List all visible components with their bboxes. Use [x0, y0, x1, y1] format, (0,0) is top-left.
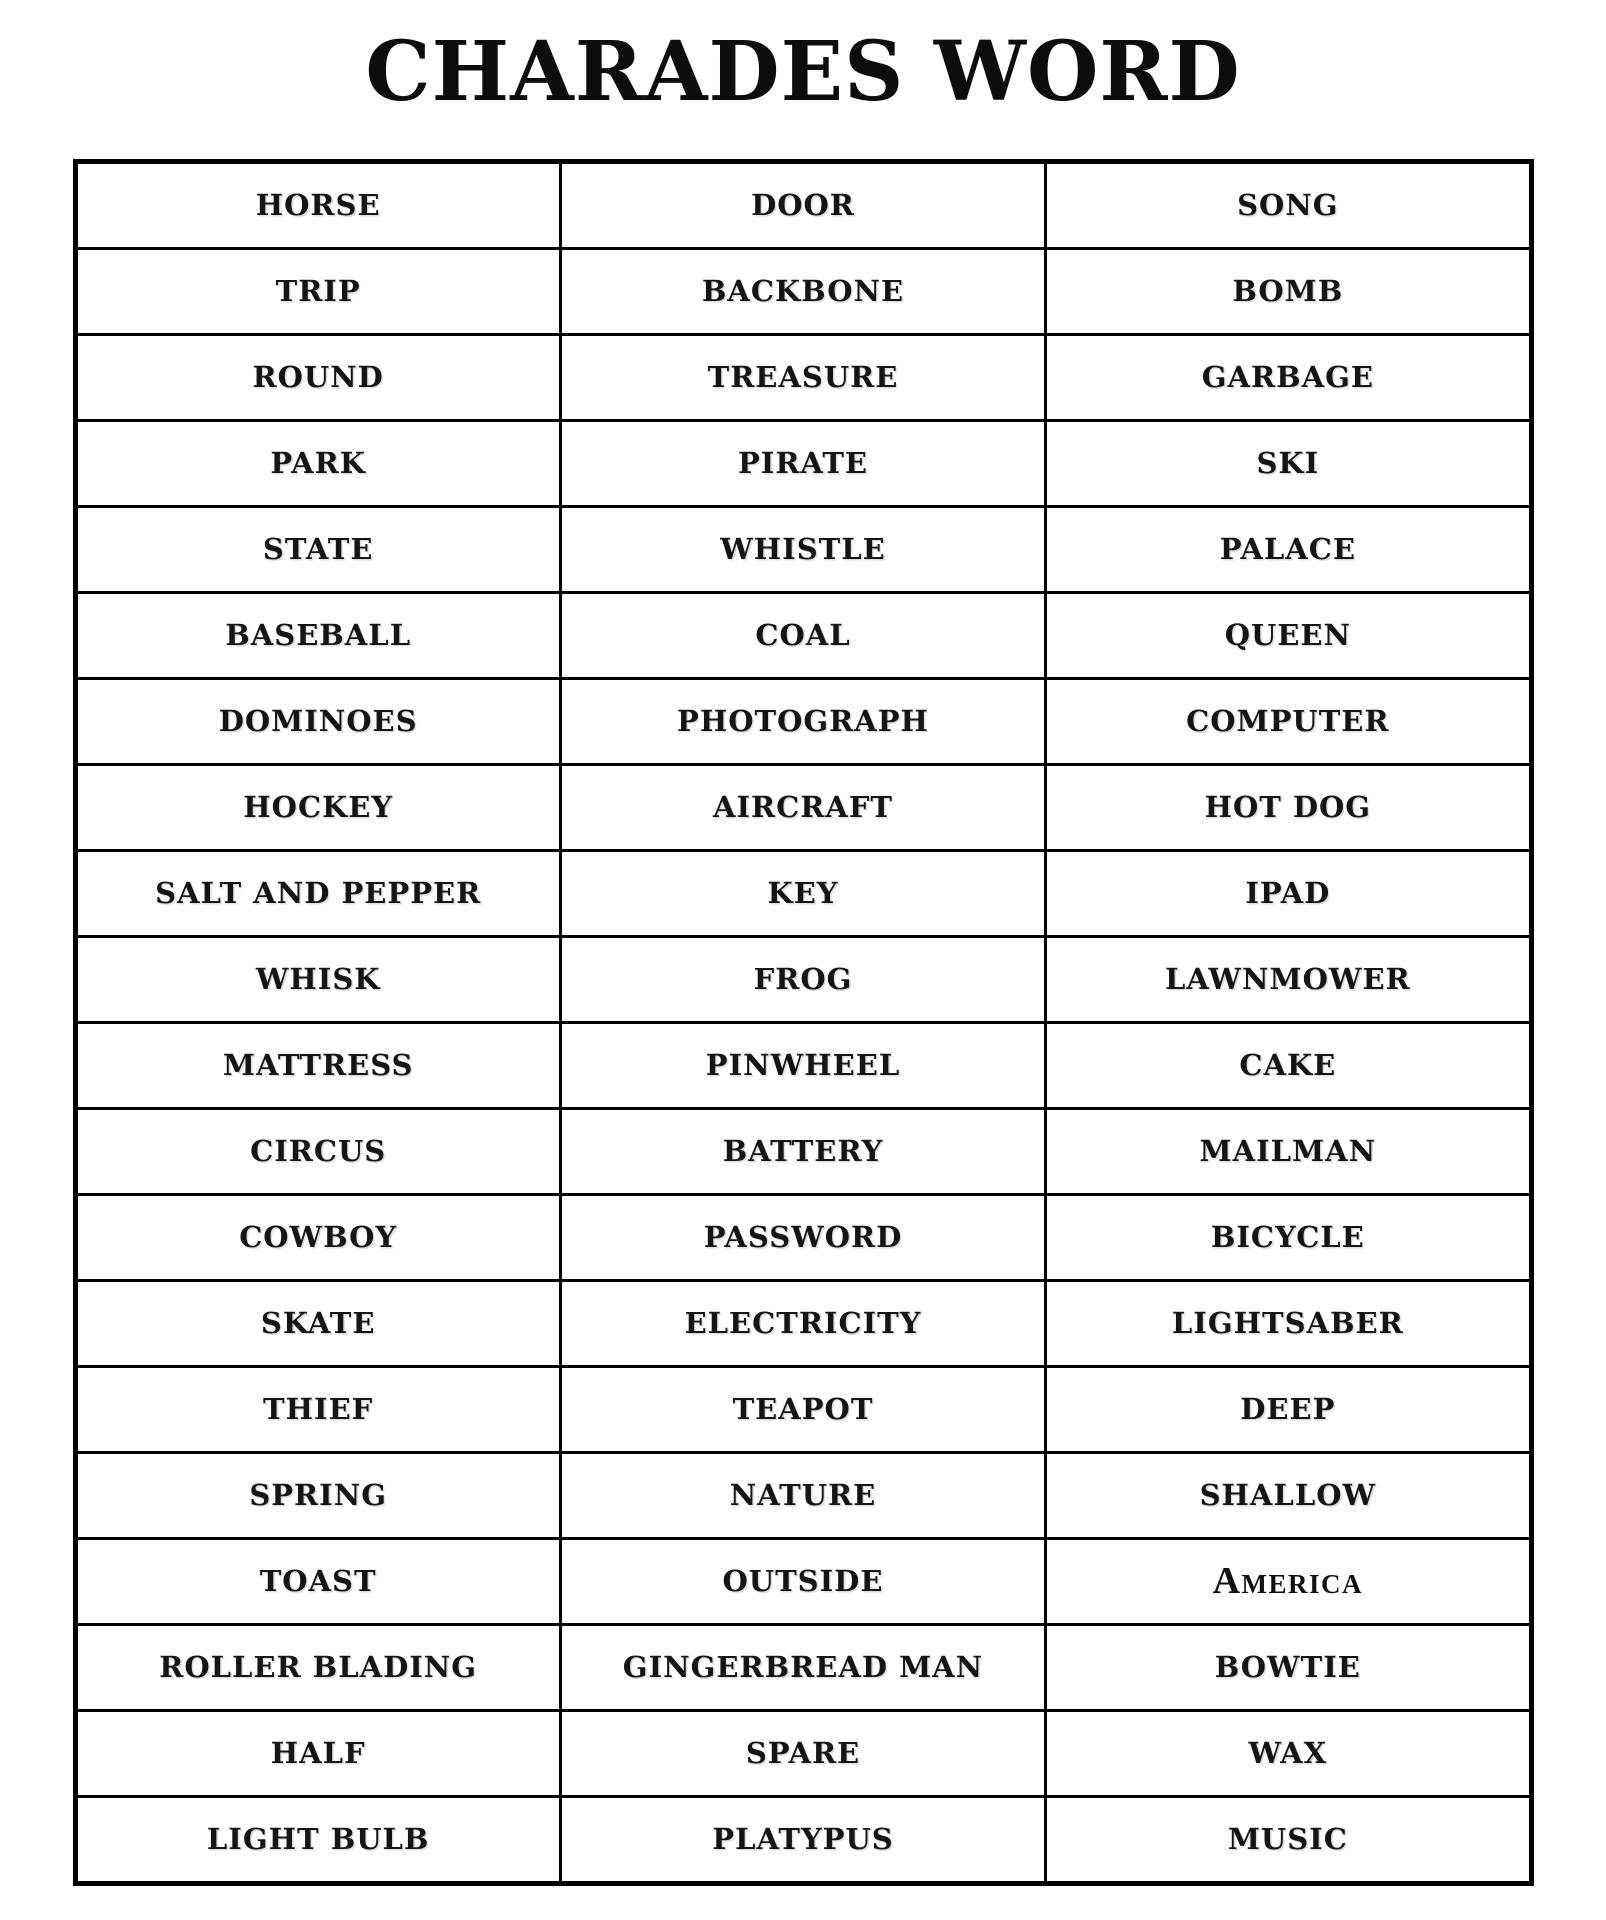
- table-row: [75, 936, 1531, 1022]
- word-cell: PASSWORD: [560, 1194, 1045, 1280]
- table-row: [75, 506, 1531, 592]
- table-row: [75, 1452, 1531, 1538]
- word-cell: SALT AND PEPPER: [75, 850, 560, 936]
- word-cell: STATE: [75, 506, 560, 592]
- word-cell: SHALLOW: [1046, 1452, 1531, 1538]
- word-cell: SKI: [1046, 420, 1531, 506]
- word-cell: DOMINOES: [75, 678, 560, 764]
- word-cell: IPAD: [1046, 850, 1531, 936]
- word-cell: CAKE: [1046, 1022, 1531, 1108]
- table-row: [75, 1108, 1531, 1194]
- word-cell: SPRING: [75, 1452, 560, 1538]
- word-cell: AIRCRAFT: [560, 764, 1045, 850]
- table-row: [75, 1194, 1531, 1280]
- word-cell: TRIP: [75, 248, 560, 334]
- table-row: [75, 1022, 1531, 1108]
- word-cell: SPARE: [560, 1710, 1045, 1796]
- word-cell: BOWTIE: [1046, 1624, 1531, 1710]
- table-row: [75, 1710, 1531, 1796]
- word-cell: SKATE: [75, 1280, 560, 1366]
- word-cell: FROG: [560, 936, 1045, 1022]
- word-cell: ELECTRICITY: [560, 1280, 1045, 1366]
- word-cell: TREASURE: [560, 334, 1045, 420]
- word-cell: PIRATE: [560, 420, 1045, 506]
- word-cell: LIGHT BULB: [75, 1796, 560, 1883]
- word-cell: DOOR: [560, 161, 1045, 248]
- table-row: [75, 764, 1531, 850]
- word-cell: TOAST: [75, 1538, 560, 1624]
- word-cell: LAWNMOWER: [1046, 936, 1531, 1022]
- word-cell: SONG: [1046, 161, 1531, 248]
- table-row: [75, 248, 1531, 334]
- word-cell: OUTSIDE: [560, 1538, 1045, 1624]
- table-row: [75, 420, 1531, 506]
- charades-word-table: [73, 159, 1534, 1886]
- word-cell: PLATYPUS: [560, 1796, 1045, 1883]
- word-cell: HOCKEY: [75, 764, 560, 850]
- table-row: [75, 1538, 1531, 1624]
- word-cell: GARBAGE: [1046, 334, 1531, 420]
- word-cell: MATTRESS: [75, 1022, 560, 1108]
- word-cell: THIEF: [75, 1366, 560, 1452]
- word-cell: BICYCLE: [1046, 1194, 1531, 1280]
- word-cell: BACKBONE: [560, 248, 1045, 334]
- word-cell: ROLLER BLADING: [75, 1624, 560, 1710]
- word-cell: GINGERBREAD MAN: [560, 1624, 1045, 1710]
- word-cell: MAILMAN: [1046, 1108, 1531, 1194]
- table-row: [75, 592, 1531, 678]
- word-cell: HOT DOG: [1046, 764, 1531, 850]
- table-row: [75, 1624, 1531, 1710]
- word-cell: WAX: [1046, 1710, 1531, 1796]
- word-cell: MUSIC: [1046, 1796, 1531, 1883]
- word-cell: DEEP: [1046, 1366, 1531, 1452]
- table-body: [75, 161, 1531, 1883]
- word-cell: LIGHTSABER: [1046, 1280, 1531, 1366]
- word-cell: WHISTLE: [560, 506, 1045, 592]
- word-cell: PALACE: [1046, 506, 1531, 592]
- word-cell: PARK: [75, 420, 560, 506]
- table-row: [75, 161, 1531, 248]
- table-row: [75, 1280, 1531, 1366]
- table-row: [75, 1796, 1531, 1883]
- table-row: [75, 678, 1531, 764]
- table-row: [75, 334, 1531, 420]
- word-cell: COWBOY: [75, 1194, 560, 1280]
- word-cell: QUEEN: [1046, 592, 1531, 678]
- word-cell: TEAPOT: [560, 1366, 1045, 1452]
- word-cell: WHISK: [75, 936, 560, 1022]
- word-cell: ROUND: [75, 334, 560, 420]
- word-cell: BOMB: [1046, 248, 1531, 334]
- word-cell: NATURE: [560, 1452, 1045, 1538]
- word-cell: BATTERY: [560, 1108, 1045, 1194]
- word-cell: HORSE: [75, 161, 560, 248]
- word-cell: COAL: [560, 592, 1045, 678]
- table-row: [75, 850, 1531, 936]
- word-cell: COMPUTER: [1046, 678, 1531, 764]
- table-row: [75, 1366, 1531, 1452]
- word-cell: HALF: [75, 1710, 560, 1796]
- word-cell: KEY: [560, 850, 1045, 936]
- word-cell: PHOTOGRAPH: [560, 678, 1045, 764]
- word-cell: BASEBALL: [75, 592, 560, 678]
- word-cell: PINWHEEL: [560, 1022, 1045, 1108]
- page-title: CHARADES WORD: [365, 24, 1241, 120]
- word-cell: CIRCUS: [75, 1108, 560, 1194]
- word-cell: America: [1046, 1538, 1531, 1624]
